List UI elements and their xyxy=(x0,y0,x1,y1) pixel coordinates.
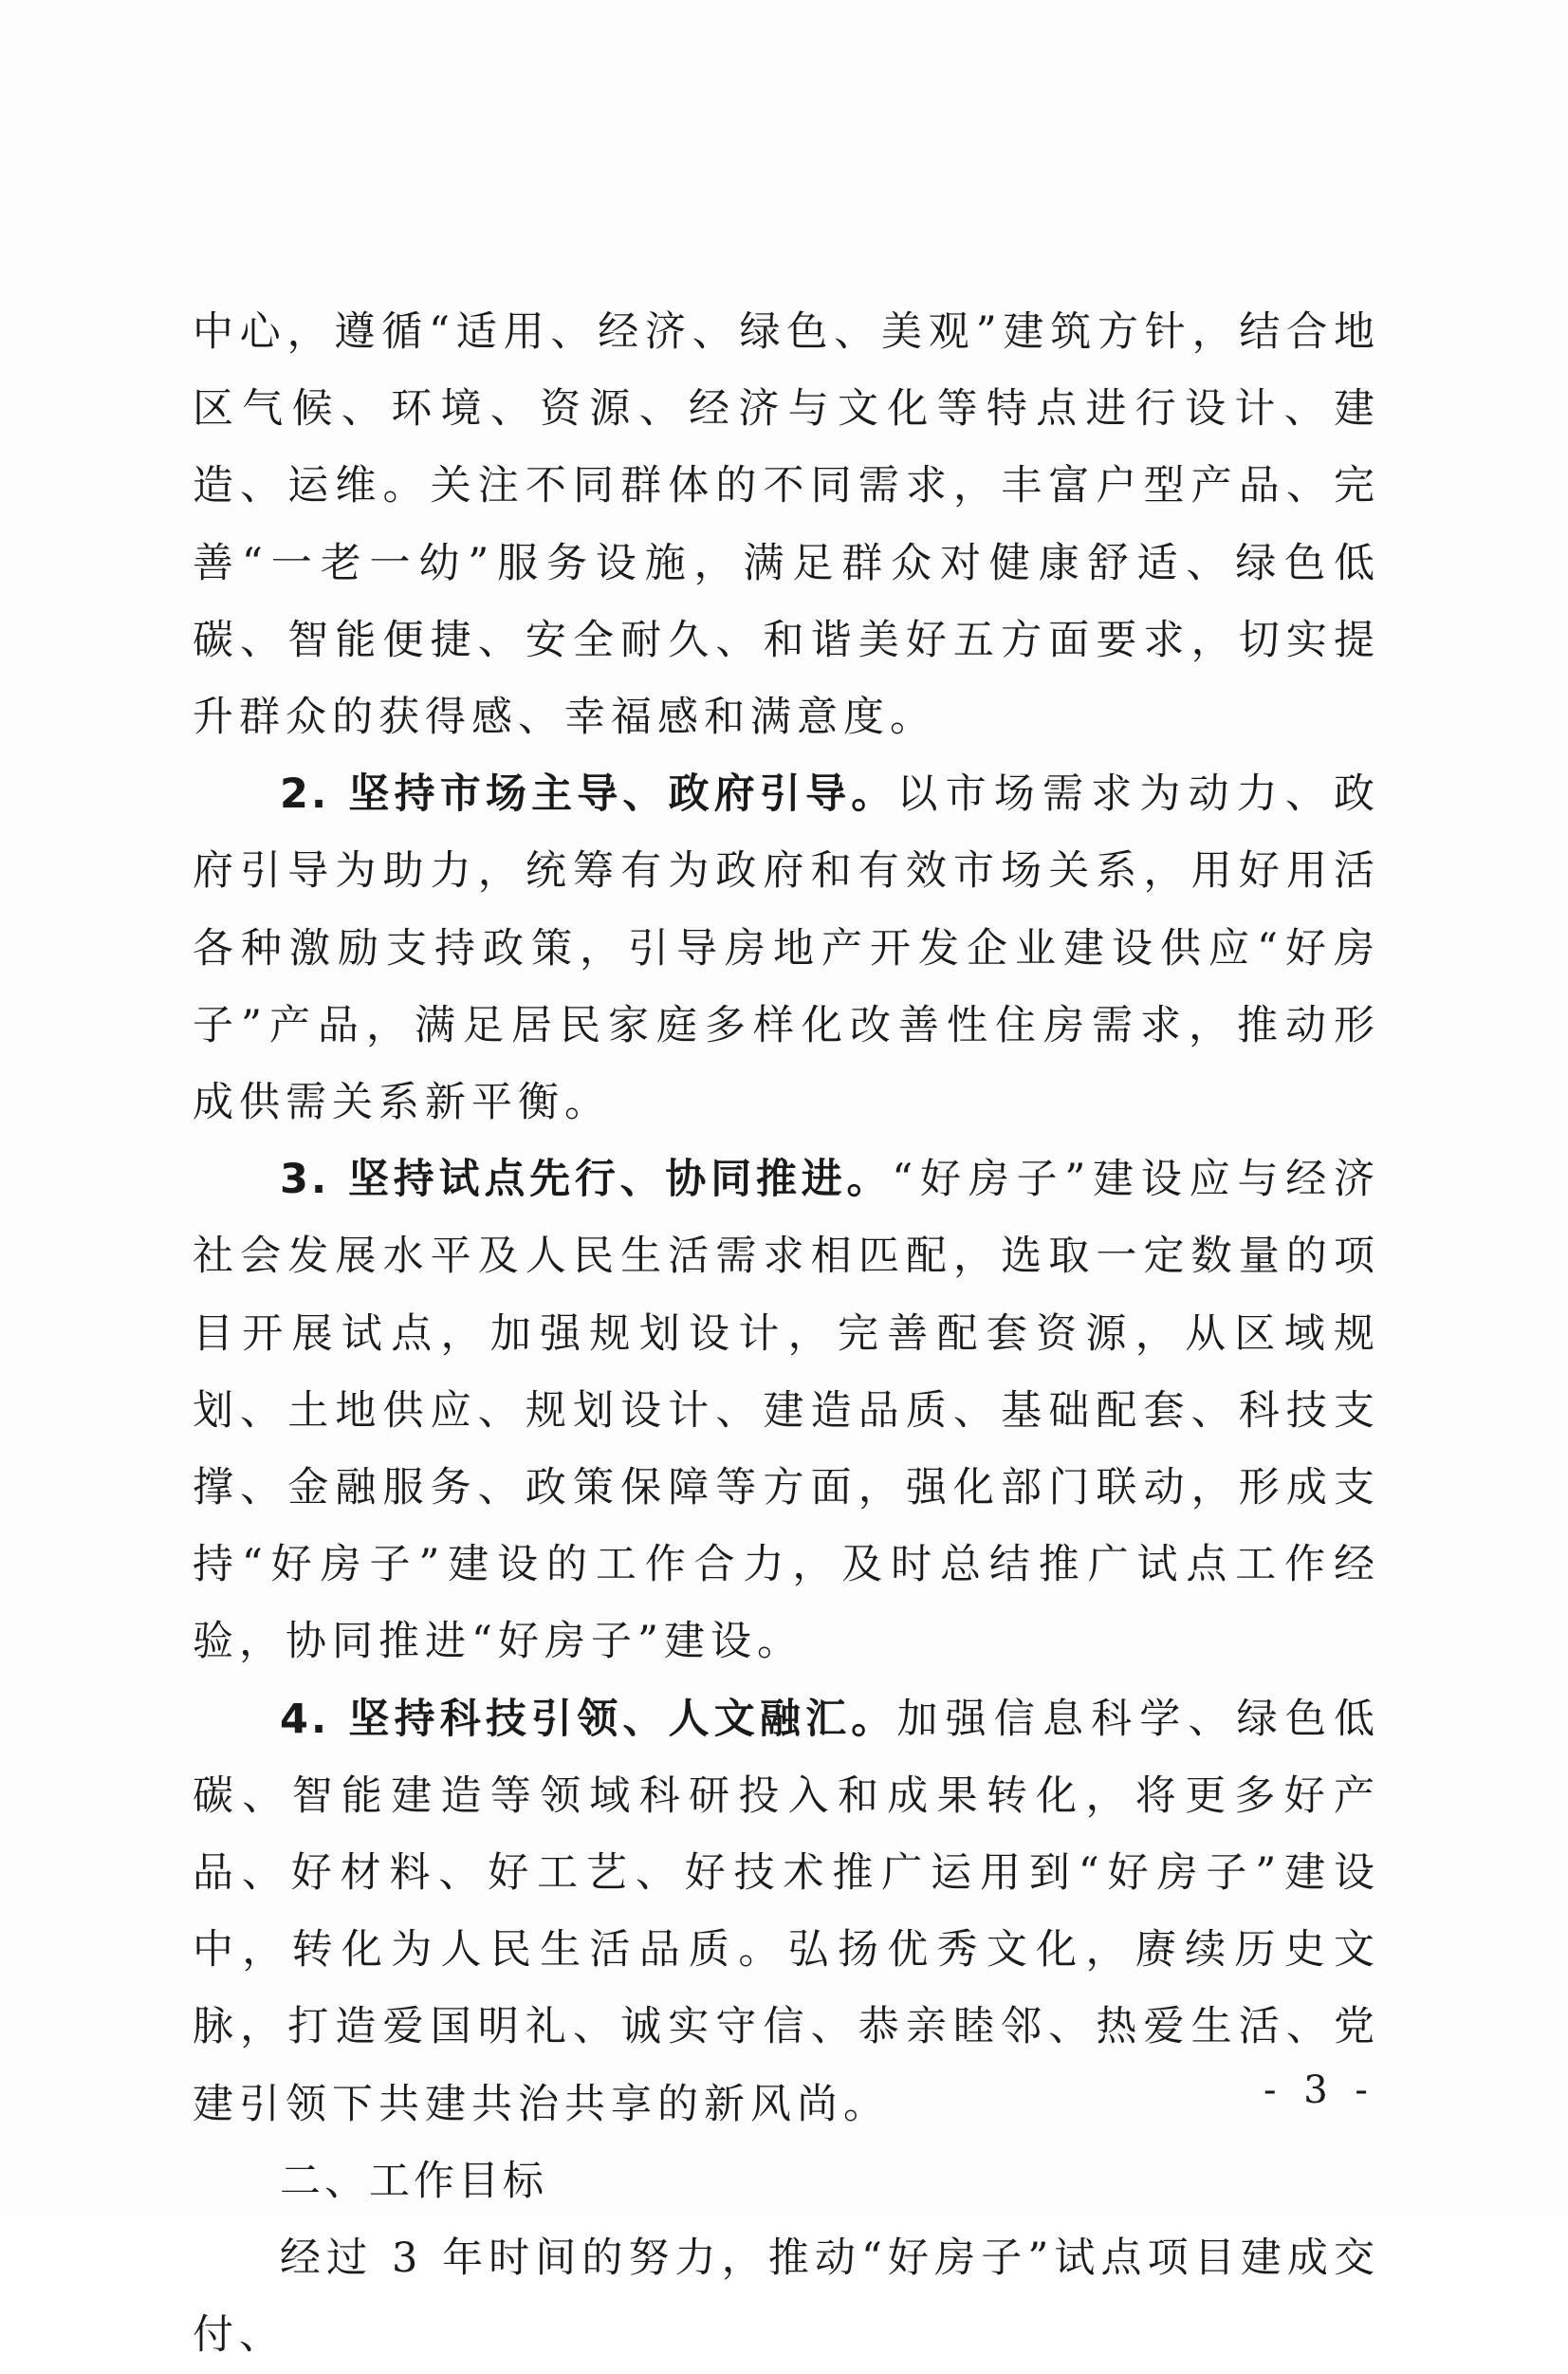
paragraph-text: 加强信息科学、绿色低碳、智能建造等领域科研投入和成果转化，将更多好产品、好材料、好工艺、好技术推广运用到“好房子”建设中，转化为人民生活品质。弘扬优秀文化，赓续历史文脉，打造爱国明礼、诚实守信、恭亲睦邻、热爱生活、党建引领下共建共治共享的新风尚。 xyxy=(193,1695,1380,2128)
paragraph-text: “好房子”建设应与经济社会发展水平及人民生活需求相匹配，选取一定数量的项目开展试点，加强规划设计，完善配套资源，从区域规划、土地供应、规划设计、建造品质、基础配套、科技支撑、金融服务、政策保障等方面，强化部门联动，形成支持“好房子”建设的工作合力，及时总结推广试点工作经验，协同推进“好房子”建设。 xyxy=(193,1156,1381,1666)
section-heading: 二、工作目标 xyxy=(280,2157,547,2205)
paragraph-principle-3 xyxy=(193,1141,1380,1680)
paragraph-lead: 2. 坚持市场主导、政府引导。 xyxy=(280,770,897,819)
page-number: - 3 - xyxy=(1264,2068,1375,2112)
paragraph-continuation xyxy=(193,294,1380,756)
paragraph-principle-2 xyxy=(193,756,1380,1141)
paragraph-principle-4 xyxy=(193,1681,1380,2143)
document-body xyxy=(193,294,1380,2374)
paragraph-lead: 3. 坚持试点先行、协同推进。 xyxy=(280,1156,893,1204)
paragraph-text: 中心，遵循“适用、经济、绿色、美观”建筑方针，结合地区气候、环境、资源、经济与文化等特点进行设计、建造、运维。关注不同群体的不同需求，丰富户型产品、完善“一老一幼”服务设施，满足群众对健康舒适、绿色低碳、智能便捷、安全耐久、和谐美好五方面要求，切实提升群众的获得感、幸福感和满意度。 xyxy=(193,308,1380,742)
paragraph-text: 经过 3 年时间的努力，推动“好房子”试点项目建成交付、 xyxy=(193,2235,1380,2360)
paragraph-goals-start xyxy=(193,2220,1380,2374)
paragraph-lead: 4. 坚持科技引领、人文融汇。 xyxy=(280,1695,897,1743)
paragraph-text: 以市场需求为动力、政府引导为助力，统筹有为政府和有效市场关系，用好用活各种激励支持政策，引导房地产开发企业建设供应“好房子”产品，满足居民家庭多样化改善性住房需求，推动形成供需关系新平衡。 xyxy=(193,770,1380,1127)
